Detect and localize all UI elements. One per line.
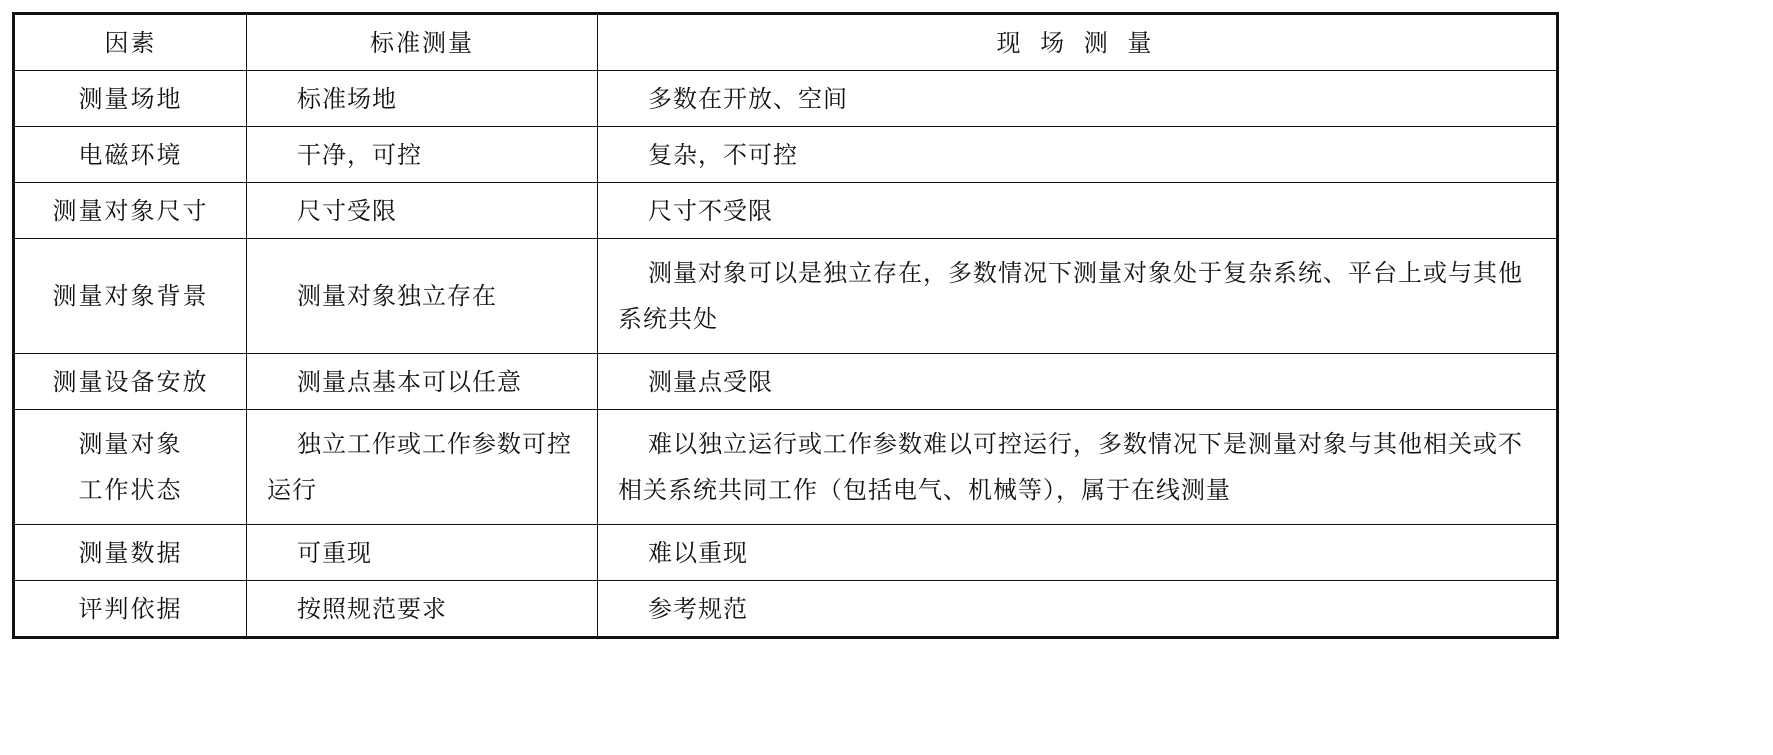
table-body [14, 71, 1558, 638]
field-cell: 尺寸不受限 [598, 183, 1558, 239]
field-cell: 测量点受限 [598, 354, 1558, 410]
standard-cell: 测量点基本可以任意 [247, 354, 598, 410]
standard-cell: 独立工作或工作参数可控运行 [247, 410, 598, 525]
field-cell: 难以独立运行或工作参数难以可控运行，多数情况下是测量对象与其他相关或不相关系统共同工作（包括电气、机械等），属于在线测量 [598, 410, 1558, 525]
factor-line-2: 工作状态 [78, 476, 183, 504]
standard-cell: 按照规范要求 [247, 581, 598, 638]
field-cell: 难以重现 [598, 525, 1558, 581]
field-cell: 多数在开放、空间 [598, 71, 1558, 127]
comparison-table [12, 12, 1559, 639]
standard-cell: 可重现 [247, 525, 598, 581]
field-cell: 参考规范 [598, 581, 1558, 638]
factor-cell: 评判依据 [14, 581, 247, 638]
table-header [14, 14, 1558, 71]
header-row [14, 14, 1558, 71]
standard-cell: 尺寸受限 [247, 183, 598, 239]
table-row [14, 410, 1558, 525]
factor-cell: 电磁环境 [14, 127, 247, 183]
standard-cell: 干净，可控 [247, 127, 598, 183]
table-row [14, 525, 1558, 581]
table-row [14, 239, 1558, 354]
factor-line-1: 测量对象 [78, 430, 183, 458]
field-cell: 测量对象可以是独立存在，多数情况下测量对象处于复杂系统、平台上或与其他系统共处 [598, 239, 1558, 354]
header-field-measurement: 现 场 测 量 [598, 14, 1558, 71]
factor-cell: 测量场地 [14, 71, 247, 127]
standard-cell: 测量对象独立存在 [247, 239, 598, 354]
table-row [14, 354, 1558, 410]
factor-cell: 测量设备安放 [14, 354, 247, 410]
header-factor: 因素 [14, 14, 247, 71]
table-row [14, 127, 1558, 183]
factor-cell [14, 410, 247, 525]
factor-cell: 测量数据 [14, 525, 247, 581]
field-cell: 复杂，不可控 [598, 127, 1558, 183]
factor-cell: 测量对象尺寸 [14, 183, 247, 239]
table-row [14, 71, 1558, 127]
table-row [14, 183, 1558, 239]
factor-cell: 测量对象背景 [14, 239, 247, 354]
table-row [14, 581, 1558, 638]
standard-cell: 标准场地 [247, 71, 598, 127]
header-standard-measurement: 标准测量 [247, 14, 598, 71]
